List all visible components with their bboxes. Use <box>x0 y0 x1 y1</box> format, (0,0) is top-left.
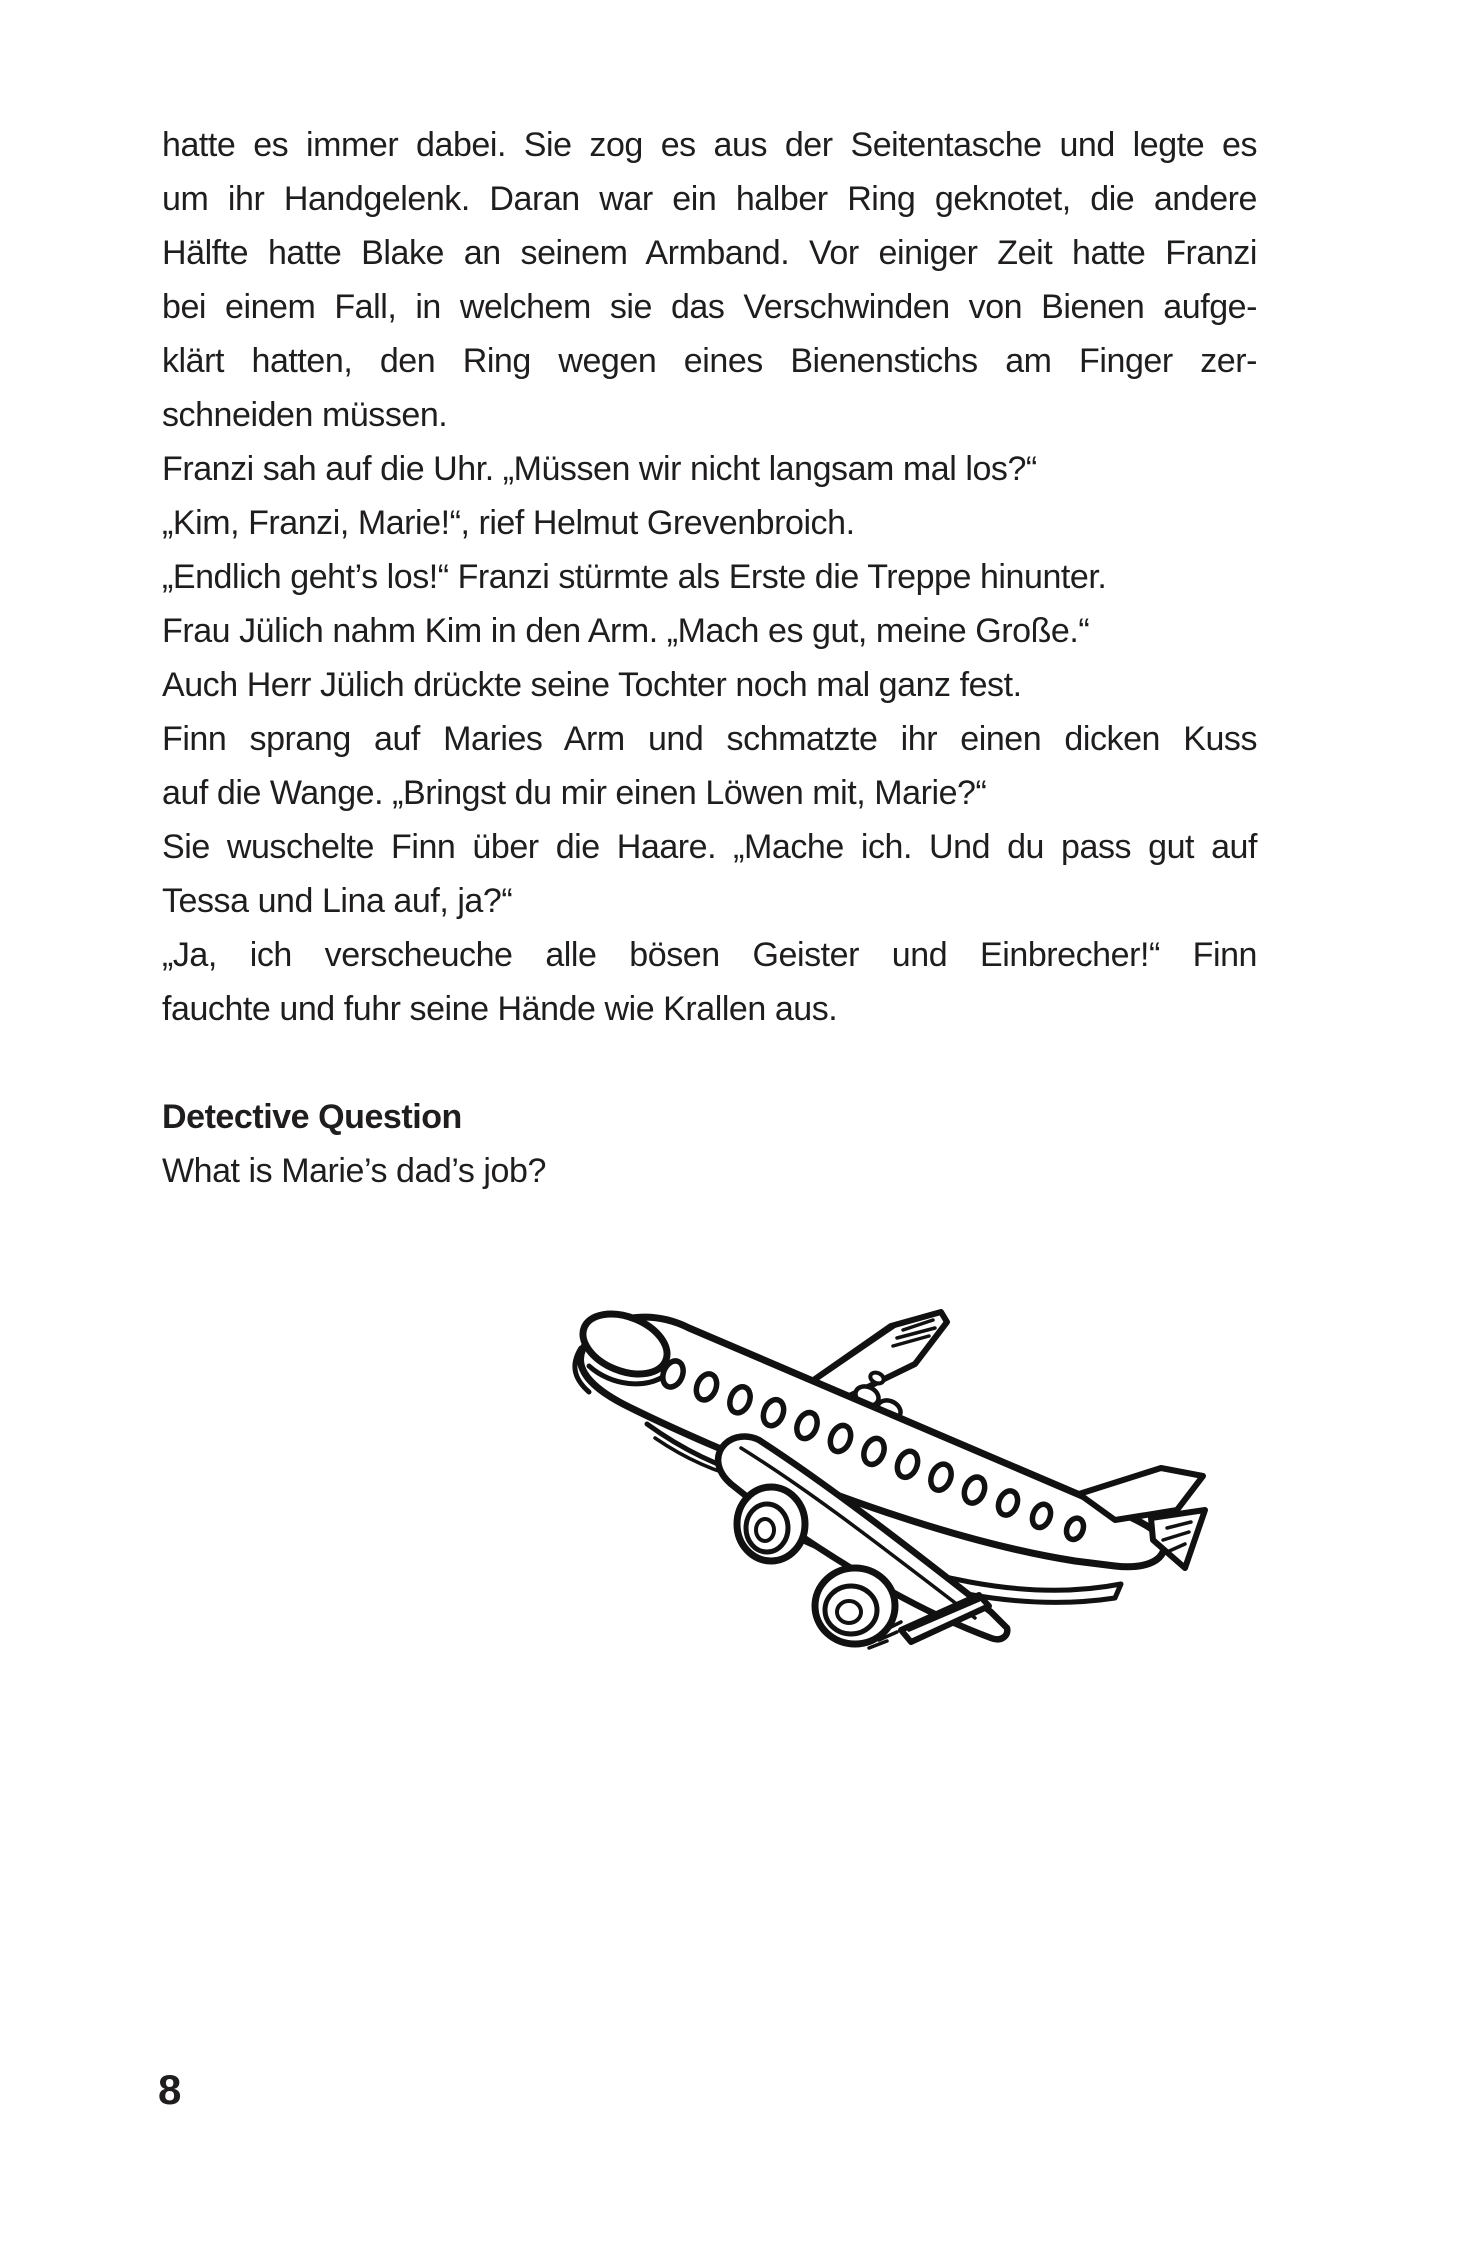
story-line: Franzi sah auf die Uhr. „Müssen wir nicht langsam mal los?“ <box>162 450 1037 488</box>
story-line: auf die Wange. „Bringst du mir einen Löwen mit, Marie?“ <box>162 774 987 812</box>
story-line: „Ja, ich verscheuche alle bösen Geister und Einbrecher!“ Finn <box>162 936 1257 974</box>
story-line: hatte es immer dabei. Sie zog es aus der Seitentasche und legte es <box>162 126 1257 164</box>
story-line: bei einem Fall, in welchem sie das Verschwinden von Bienen aufge- <box>162 288 1257 326</box>
airplane-engine-rear <box>815 1568 901 1648</box>
story-line: Auch Herr Jülich drückte seine Tochter noch mal ganz fest. <box>162 666 1022 704</box>
story-line: klärt hatten, den Ring wegen eines Bienenstichs am Finger zer- <box>162 342 1257 380</box>
story-line: fauchte und fuhr seine Hände wie Krallen aus. <box>162 990 838 1028</box>
paragraph-gap <box>162 1036 1257 1090</box>
story-line: Sie wuschelte Finn über die Haare. „Mache ich. Und du pass gut auf <box>162 828 1257 866</box>
story-line: Tessa und Lina auf, ja?“ <box>162 882 513 920</box>
story-line: Finn sprang auf Maries Arm und schmatzte ihr einen dicken Kuss <box>162 720 1257 758</box>
story-line: um ihr Handgelenk. Daran war ein halber Ring geknotet, die andere <box>162 180 1257 218</box>
page-number: 8 <box>158 2066 182 2113</box>
detective-question-heading: Detective Question <box>162 1098 462 1136</box>
airplane-engine-front <box>737 1487 805 1561</box>
story-line: Hälfte hatte Blake an seinem Armband. Vor einiger Zeit hatte Franzi <box>162 234 1257 272</box>
story-line: „Kim, Franzi, Marie!“, rief Helmut Grevenbroich. <box>162 504 855 542</box>
story-line: schneiden müssen. <box>162 396 448 434</box>
detective-question-text: What is Marie’s dad’s job? <box>162 1152 546 1190</box>
story-line: Frau Jülich nahm Kim in den Arm. „Mach es gut, meine Große.“ <box>162 612 1090 650</box>
airplane-illustration <box>555 1278 1215 1668</box>
story-text <box>162 118 1257 1198</box>
story-line: „Endlich geht’s los!“ Franzi stürmte als Erste die Treppe hinunter. <box>162 558 1107 596</box>
